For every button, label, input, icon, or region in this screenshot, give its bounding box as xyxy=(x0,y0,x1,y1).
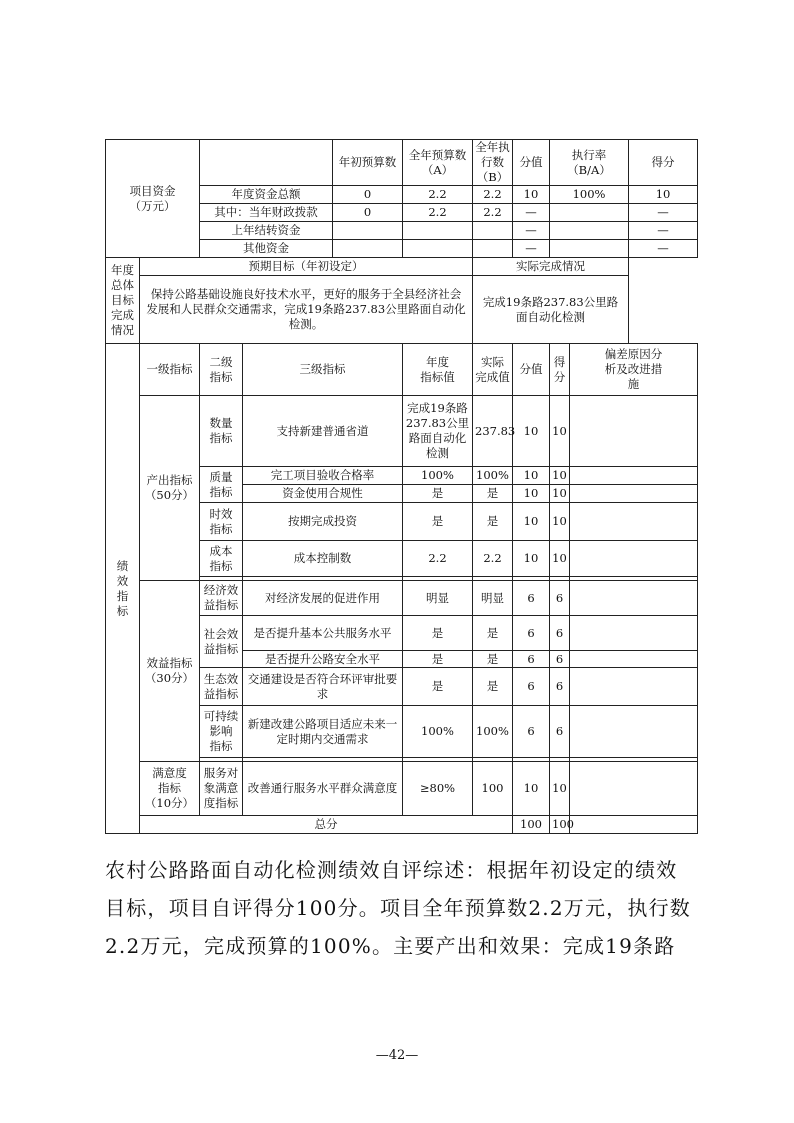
goals-planned-header: 预期目标（年初设定） xyxy=(140,258,473,276)
funds-rate xyxy=(550,240,629,258)
indicator-target: 100% xyxy=(403,706,473,758)
indicator-name: 完工项目验收合格率 xyxy=(243,467,403,485)
total-deviation xyxy=(570,816,698,834)
total-weight: 100 xyxy=(513,816,550,834)
indicator-name: 交通建设是否符合环评审批要求 xyxy=(243,668,403,706)
level2-quality: 质量 指标 xyxy=(200,467,243,503)
indicator-score: 6 xyxy=(550,616,570,651)
summary-line: 农村公路路面自动化检测绩效自评综述：根据年初设定的绩效 xyxy=(105,858,678,882)
funds-header-initial: 年初预算数 xyxy=(333,140,403,186)
indicator-deviation xyxy=(570,541,698,577)
indicator-deviation xyxy=(570,706,698,758)
funds-executed xyxy=(473,222,513,240)
level2-service: 服务对 象满意 度指标 xyxy=(200,762,243,816)
funds-initial xyxy=(333,240,403,258)
header-actual: 实际 完成值 xyxy=(473,344,513,396)
summary-paragraph xyxy=(105,851,695,965)
indicator-weight: 10 xyxy=(513,503,550,541)
indicator-actual: 2.2 xyxy=(473,541,513,577)
benefit-indicator-label: 效益指标 （30分） xyxy=(140,581,200,762)
funds-budget: 2.2 xyxy=(403,186,473,204)
total-row xyxy=(106,816,698,834)
funds-score: — xyxy=(629,240,698,258)
indicator-name: 对经济发展的促进作用 xyxy=(243,581,403,616)
indicator-score: 10 xyxy=(550,485,570,503)
level2-sustainable: 可持续 影响 指标 xyxy=(200,706,243,758)
indicator-target: 2.2 xyxy=(403,541,473,577)
funds-weight: — xyxy=(513,204,550,222)
funds-weight: — xyxy=(513,222,550,240)
funds-rate: 100% xyxy=(550,186,629,204)
indicator-target: 是 xyxy=(403,616,473,651)
summary-line: 2.2万元，完成预算的100%。主要产出和效果：完成19条路 xyxy=(105,934,676,958)
funds-row-label: 年度资金总额 xyxy=(200,186,333,204)
indicator-name: 成本控制数 xyxy=(243,541,403,577)
indicator-score: 10 xyxy=(550,503,570,541)
indicator-weight: 6 xyxy=(513,706,550,758)
funds-budget xyxy=(403,222,473,240)
page-number: —42— xyxy=(375,1048,419,1063)
funds-row-label: 其他资金 xyxy=(200,240,333,258)
indicator-weight: 10 xyxy=(513,541,550,577)
summary-line: 目标，项目自评得分100分。项目全年预算数2.2万元，执行数 xyxy=(105,896,691,920)
indicator-actual: 是 xyxy=(473,651,513,668)
indicator-deviation xyxy=(570,581,698,616)
funds-executed xyxy=(473,240,513,258)
indicator-actual: 100 xyxy=(473,762,513,816)
output-indicator-label: 产出指标 （50分） xyxy=(140,396,200,581)
level2-timeliness: 时效 指标 xyxy=(200,503,243,541)
funds-score: — xyxy=(629,222,698,240)
indicators-section-label: 绩 效 指 标 xyxy=(106,344,140,834)
funds-rate xyxy=(550,222,629,240)
indicator-actual: 明显 xyxy=(473,581,513,616)
funds-header-rate: 执行率 （B/A） xyxy=(550,140,629,186)
indicator-target: 是 xyxy=(403,485,473,503)
indicator-score: 6 xyxy=(550,581,570,616)
header-level1: 一级指标 xyxy=(140,344,200,396)
total-label: 总分 xyxy=(140,816,513,834)
goals-planned-text: 保持公路基础设施良好技术水平，更好的服务于全县经济社会发展和人民群众交通需求，完成19条路237.83公里路面自动化检测。 xyxy=(140,276,473,344)
goals-section-label: 年度 总体 目标 完成 情况 xyxy=(106,258,140,344)
header-level2: 二级 指标 xyxy=(200,344,243,396)
indicator-score: 10 xyxy=(550,396,570,467)
indicator-deviation xyxy=(570,762,698,816)
level2-quantity: 数量 指标 xyxy=(200,396,243,467)
indicator-weight: 10 xyxy=(513,485,550,503)
funds-header-weight: 分值 xyxy=(513,140,550,186)
indicator-target: 是 xyxy=(403,668,473,706)
funds-executed: 2.2 xyxy=(473,186,513,204)
indicator-name: 是否提升基本公共服务水平 xyxy=(243,616,403,651)
indicator-actual: 100% xyxy=(473,467,513,485)
indicator-actual: 100% xyxy=(473,706,513,758)
funds-rate xyxy=(550,204,629,222)
indicator-score: 6 xyxy=(550,668,570,706)
funds-budget: 2.2 xyxy=(403,204,473,222)
performance-table xyxy=(105,139,698,834)
funds-executed: 2.2 xyxy=(473,204,513,222)
funds-header-executed: 全年执行数 （B） xyxy=(473,140,513,186)
indicator-name: 资金使用合规性 xyxy=(243,485,403,503)
indicator-target: 是 xyxy=(403,651,473,668)
goals-actual-header: 实际完成情况 xyxy=(473,258,629,276)
indicator-name: 按期完成投资 xyxy=(243,503,403,541)
indicator-name: 改善通行服务水平群众满意度 xyxy=(243,762,403,816)
funds-row-label: 上年结转资金 xyxy=(200,222,333,240)
indicator-name: 新建改建公路项目适应未来一定时期内交通需求 xyxy=(243,706,403,758)
indicator-deviation xyxy=(570,503,698,541)
funds-initial: 0 xyxy=(333,204,403,222)
funds-initial xyxy=(333,222,403,240)
header-target: 年度 指标值 xyxy=(403,344,473,396)
indicator-actual: 是 xyxy=(473,503,513,541)
funds-row-label: 其中：当年财政拨款 xyxy=(200,204,333,222)
indicator-deviation xyxy=(570,396,698,467)
indicator-actual: 是 xyxy=(473,668,513,706)
funds-score: — xyxy=(629,204,698,222)
funds-score: 10 xyxy=(629,186,698,204)
indicator-row xyxy=(106,762,698,816)
indicator-weight: 6 xyxy=(513,581,550,616)
header-weight: 分值 xyxy=(513,344,550,396)
indicator-deviation xyxy=(570,485,698,503)
indicator-score: 10 xyxy=(550,541,570,577)
indicator-actual: 是 xyxy=(473,485,513,503)
header-deviation: 偏差原因分 析及改进措 施 xyxy=(570,344,698,396)
indicator-weight: 10 xyxy=(513,396,550,467)
indicator-weight: 10 xyxy=(513,467,550,485)
funds-header-budget: 全年预算数 （A） xyxy=(403,140,473,186)
indicator-score: 10 xyxy=(550,762,570,816)
indicator-target: 明显 xyxy=(403,581,473,616)
funds-weight: — xyxy=(513,240,550,258)
level2-social: 社会效 益指标 xyxy=(200,616,243,668)
indicator-target: 完成19条路237.83公里路面自动化检测 xyxy=(403,396,473,467)
indicator-actual: 237.83 xyxy=(473,396,513,467)
indicator-target: 100% xyxy=(403,467,473,485)
satisfaction-indicator-label: 满意度 指标 （10分） xyxy=(140,762,200,816)
funds-initial: 0 xyxy=(333,186,403,204)
indicator-name: 是否提升公路安全水平 xyxy=(243,651,403,668)
funds-section-label: 项目资金 （万元） xyxy=(106,140,200,258)
funds-header-score: 得分 xyxy=(629,140,698,186)
indicator-weight: 6 xyxy=(513,616,550,651)
indicator-row xyxy=(106,396,698,467)
indicator-weight: 10 xyxy=(513,762,550,816)
level2-economic: 经济效 益指标 xyxy=(200,581,243,616)
indicator-deviation xyxy=(570,651,698,668)
level2-cost: 成本 指标 xyxy=(200,541,243,577)
total-score: 100 xyxy=(550,816,570,834)
indicator-target: 是 xyxy=(403,503,473,541)
header-level3: 三级指标 xyxy=(243,344,403,396)
indicator-name: 支持新建普通省道 xyxy=(243,396,403,467)
indicator-score: 6 xyxy=(550,651,570,668)
funds-header-blank xyxy=(200,140,333,186)
funds-budget xyxy=(403,240,473,258)
indicator-score: 6 xyxy=(550,706,570,758)
indicator-target: ≥80% xyxy=(403,762,473,816)
header-score: 得分 xyxy=(550,344,570,396)
indicator-deviation xyxy=(570,668,698,706)
level2-ecological: 生态效 益指标 xyxy=(200,668,243,706)
indicator-deviation xyxy=(570,616,698,651)
indicator-score: 10 xyxy=(550,467,570,485)
indicator-deviation xyxy=(570,467,698,485)
indicator-row xyxy=(106,581,698,616)
indicator-weight: 6 xyxy=(513,668,550,706)
indicator-weight: 6 xyxy=(513,651,550,668)
indicator-actual: 是 xyxy=(473,616,513,651)
funds-weight: 10 xyxy=(513,186,550,204)
goals-actual-text: 完成19条路237.83公里路面自动化检测 xyxy=(473,276,629,344)
